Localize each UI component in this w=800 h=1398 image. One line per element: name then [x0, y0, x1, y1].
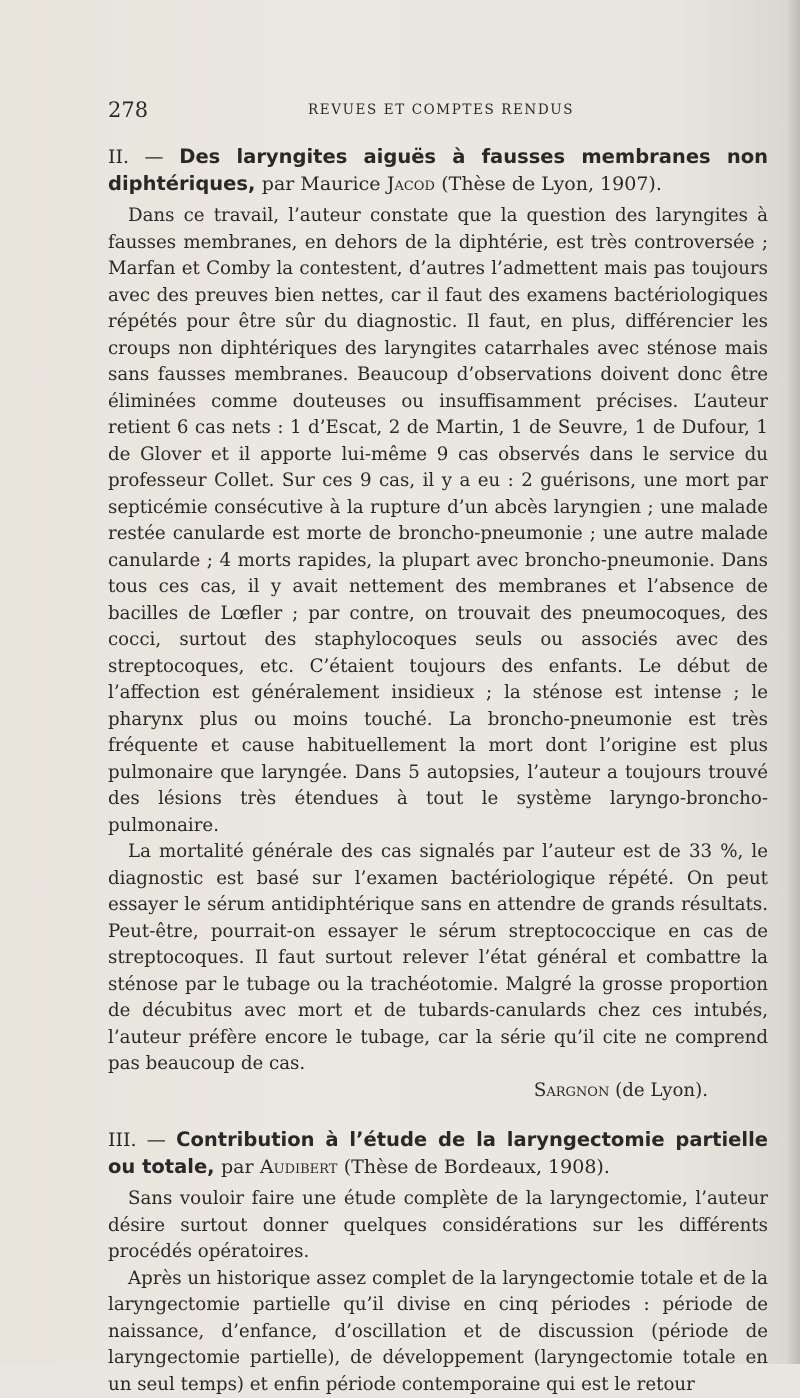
review-entry-3	[108, 1126, 768, 1398]
entry-title-by: par Maurice	[262, 173, 381, 195]
entry-title-bold: Contribution à l’étude de la laryngectomie partielle ou totale,	[108, 1128, 768, 1178]
page-header	[108, 98, 768, 128]
page-body	[108, 143, 768, 1398]
entry-title-by: par	[221, 1156, 254, 1178]
entry-source: (Thèse de Bordeaux, 1908).	[344, 1156, 610, 1178]
entry-source: (Thèse de Lyon, 1907).	[441, 173, 662, 195]
page-number: 278	[108, 98, 148, 122]
running-head: REVUES ET COMPTES RENDUS	[308, 102, 574, 118]
entry-title	[108, 1126, 768, 1180]
entry-author: Audibert	[260, 1156, 338, 1178]
paragraph: La mortalité générale des cas signalés par l’auteur est de 33 %, le diagnostic est basé sur l’examen bactériologique répété. On peut essayer le sérum antidiphtérique sans en attendre de grands résultats. Peut-être, pourrait-on essayer le sérum streptococcique en cas de streptocoques. Il faut surtout relever l’état général et combattre la sténose par le tubage ou la trachéotomie. Malgré la grosse proportion de décubitus avec mort et de tubards-canulards chez ces intubés, l’auteur préfère encore le tubage, car la série qu’il cite ne comprend pas beaucoup de cas.	[108, 839, 768, 1078]
paragraph: Dans ce travail, l’auteur constate que la question des laryngites à fausses membranes, en dehors de la diphtérie, est très controversée ; Marfan et Comby la contestent, d’autres l’admettent mais pas toujours avec des preuves bien nettes, car il faut des examens bactériologiques répétés pour être sûr du diagnostic. Il faut, en plus, différencier les croups non diphtériques des laryngites catarrhales avec sténose mais sans fausses membranes. Beaucoup d’observations doivent donc être éliminées comme douteuses ou insuffisamment précises. L’auteur retient 6 cas nets : 1 d’Escat, 2 de Martin, 1 de Seuvre, 1 de Dufour, 1 de Glover et il apporte lui-même 9 cas observés dans le service du professeur Collet. Sur ces 9 cas, il y a eu : 2 guérisons, une mort par septicémie consécutive à la rupture d’un abcès laryngien ; une malade restée canularde est morte de broncho-pneumonie ; une autre malade canularde ; 4 morts rapides, la plupart avec broncho-pneumonie. Dans tous ces cas, il y avait nettement des membranes et l’absence de bacilles de Lœfler ; par contre, on trouvait des pneumocoques, des cocci, surtout des staphylocoques seuls ou associés avec des streptocoques, etc. C’étaient toujours des enfants. Le début de l’affection est généralement insidieux ; la sténose est intense ; le pharynx plus ou moins touché. La broncho-pneumonie est très fréquente et cause habituellement la mort dont l’origine est plus pulmonaire que laryngée. Dans 5 autopsies, l’auteur a toujours trouvé des lésions très étendues à tout le système laryngo-broncho-pulmonaire.	[108, 203, 768, 839]
paragraph: Après un historique assez complet de la laryngectomie totale et de la laryngectomie partielle qu’il divise en cinq périodes : période de naissance, d’enfance, d’oscillation et de discussion (période de laryngectomie partielle), de développement (laryngectomie totale en un seul temps) et enfin période contemporaine qui est le retour	[108, 1266, 768, 1398]
review-entry-2	[108, 143, 768, 1104]
entry-title-bold: Des laryngites aiguës à fausses membranes non diphtériques,	[108, 145, 768, 195]
entry-author: Jacod	[387, 173, 435, 195]
reviewer-name: Sargnon	[534, 1080, 609, 1101]
reviewer-signature	[108, 1078, 768, 1105]
reviewer-place: (de Lyon).	[615, 1080, 708, 1101]
entry-numeral: III. —	[108, 1129, 166, 1151]
page-edge-shadow	[786, 0, 800, 1364]
entry-numeral: II. —	[108, 146, 164, 168]
entry-title	[108, 143, 768, 197]
paragraph: Sans vouloir faire une étude complète de la laryngectomie, l’auteur désire surtout donner quelques considérations sur les différents procédés opératoires.	[108, 1186, 768, 1266]
